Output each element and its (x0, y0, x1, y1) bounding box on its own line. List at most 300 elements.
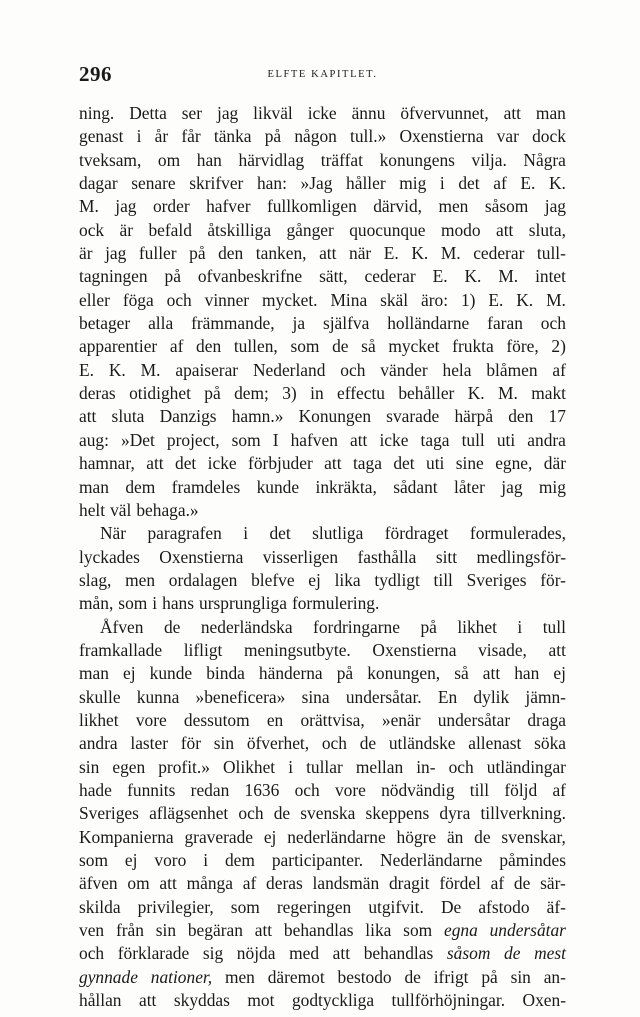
word: sär- (540, 873, 566, 894)
page-number: 296 (79, 62, 112, 86)
word: att (319, 243, 337, 264)
word: ej (263, 826, 277, 847)
word: binda (206, 663, 245, 684)
word: vinner (204, 289, 250, 310)
word: som (230, 896, 260, 917)
word: många (186, 873, 233, 894)
word: hafven (290, 429, 338, 450)
word: utländingar (486, 756, 566, 777)
word: man (79, 663, 109, 684)
word: voro (154, 850, 187, 870)
word: mot (247, 990, 275, 1011)
word: påmindes (499, 850, 566, 870)
word: makt (531, 383, 566, 404)
word: i (439, 173, 445, 194)
word: om (157, 149, 181, 170)
word: deras (266, 873, 303, 894)
word: ursprungliga (199, 593, 287, 614)
word: den (196, 336, 222, 357)
word: dem (125, 476, 156, 497)
word: att (138, 990, 157, 1011)
word: på (264, 126, 282, 147)
word: Åfven (100, 616, 144, 637)
word: skulle (79, 686, 121, 707)
page-header (79, 62, 566, 90)
word: egne, (495, 453, 533, 474)
word: faran (487, 313, 523, 334)
word: i (152, 593, 158, 614)
word: hade (79, 779, 112, 800)
word: behandlas (363, 943, 434, 964)
word: likväl (253, 103, 293, 123)
word: dyra (439, 803, 471, 824)
word: var (496, 126, 519, 147)
word: i (136, 126, 142, 147)
word: andra (79, 733, 118, 754)
word: där (543, 453, 566, 474)
word: apaiserar (175, 359, 239, 380)
word: jag (115, 196, 137, 217)
word: Oxenstierna (372, 639, 457, 660)
word: han (196, 149, 222, 170)
word: M. (546, 289, 566, 310)
word: ning. (79, 103, 115, 123)
word: dem (224, 850, 255, 870)
word: kunna (136, 686, 180, 707)
word: fullkomligen (266, 196, 357, 217)
word: modo (440, 219, 481, 240)
word: begäran (187, 920, 243, 941)
word: ofvanbeskrifne (197, 266, 303, 287)
word: framdeles (171, 476, 241, 497)
word: ock (79, 219, 105, 240)
word: när (349, 243, 372, 264)
word: Oxenstierna (399, 126, 484, 147)
word: tagningen (79, 266, 148, 287)
word: söka (534, 733, 566, 754)
word: de (163, 616, 181, 637)
word: högre (396, 826, 437, 847)
word: taga (352, 453, 382, 474)
word: som (79, 850, 108, 870)
word: orättvisa, (300, 709, 365, 730)
word: in (310, 383, 324, 404)
word: egna (443, 920, 478, 941)
word: och (166, 289, 192, 310)
word: behåller (398, 383, 455, 404)
text-line (79, 942, 566, 965)
word: en (266, 709, 284, 730)
text-line (79, 219, 566, 242)
word: tullen, (233, 336, 278, 357)
word: Oxenstierna (159, 546, 244, 567)
text-line (79, 429, 566, 452)
word: mycket (388, 336, 440, 357)
word: När (100, 523, 127, 544)
text-line (79, 896, 566, 919)
word: till (433, 569, 453, 590)
word: äf- (546, 896, 566, 917)
word: blåmen (486, 359, 538, 380)
word: och (540, 313, 566, 334)
word: härpå (454, 406, 494, 427)
word: 1) (460, 289, 476, 310)
word: allenast (468, 733, 522, 754)
word: hafver (206, 196, 251, 217)
word: af (552, 359, 566, 380)
word: senare (131, 173, 176, 194)
word: att (503, 103, 521, 123)
word: de (513, 873, 531, 894)
word: vore (135, 709, 167, 730)
text-line (79, 569, 566, 592)
body-text (79, 102, 566, 1012)
word: cederar (364, 266, 416, 287)
word: lika (334, 569, 361, 590)
word: behandlas (283, 920, 354, 941)
word: jämn- (525, 686, 566, 707)
word: Konungen (298, 406, 372, 427)
word: godtyckliga (291, 990, 375, 1011)
word: M. (79, 196, 99, 217)
word: de (504, 943, 521, 964)
word: till (469, 779, 490, 800)
word: inkräkta, (315, 476, 377, 497)
word: på (481, 966, 498, 987)
word: tanken, (255, 243, 307, 264)
word: svenska (300, 803, 356, 824)
word: ordalagen (168, 569, 238, 590)
word: sin (510, 966, 531, 987)
text-line (79, 499, 566, 522)
word: framkallade (79, 639, 163, 660)
word: han (514, 663, 540, 684)
word: blefve (251, 569, 295, 590)
word: dagar (79, 173, 118, 194)
word: själfva (322, 313, 370, 334)
word: intet (535, 266, 566, 287)
word: i (203, 850, 209, 870)
word: bestodo (337, 966, 392, 987)
word: »Jag (300, 173, 333, 194)
word: hamn.» (231, 406, 284, 427)
word: är (119, 219, 134, 240)
word: mig (399, 173, 427, 194)
text-line (79, 265, 566, 288)
word: K. (467, 383, 485, 404)
word: äro: (421, 289, 449, 310)
word: förklarade (117, 943, 190, 964)
word: och (294, 779, 320, 800)
word: de (404, 966, 421, 987)
word: eller (79, 289, 110, 310)
word: »Det (121, 429, 155, 450)
word: af (242, 873, 257, 894)
word: funnits (127, 779, 176, 800)
word: 17 (548, 406, 566, 427)
word: gynnade (79, 966, 138, 987)
word: konungen, (367, 663, 441, 684)
word: apparentier (79, 336, 158, 357)
word: som (231, 429, 261, 450)
word: kunde (256, 476, 300, 497)
word: låter (454, 476, 485, 497)
word: cederar (473, 243, 525, 264)
word: tänka (213, 126, 252, 147)
word: ej (123, 663, 136, 684)
word: af (493, 173, 507, 194)
text-line (79, 826, 566, 849)
word: att (254, 920, 273, 941)
word: sig (202, 943, 224, 964)
word: andra (527, 429, 566, 450)
word: sin (213, 733, 235, 754)
word: tull- (536, 243, 566, 264)
word: dessutom (183, 709, 250, 730)
word: fördraget (384, 523, 449, 544)
word: svarade (386, 406, 440, 427)
word: som (118, 593, 148, 614)
word: sluta (111, 406, 145, 427)
word: icke (207, 453, 237, 474)
word: det (458, 173, 480, 194)
word: uti (496, 429, 516, 450)
word: sådant (393, 476, 438, 497)
word: skilda (79, 896, 121, 917)
word: förbjuder (248, 453, 313, 474)
word: Sveriges (79, 803, 139, 824)
word: de (474, 826, 491, 847)
word: Olikhet (222, 756, 276, 777)
word: före, (506, 336, 539, 357)
word: slutliga (312, 523, 364, 544)
word: tveksam, (79, 149, 142, 170)
word: af (552, 779, 566, 800)
word: jag (501, 476, 523, 497)
word: effectu (337, 383, 385, 404)
word: jag (216, 103, 239, 123)
text-line (79, 966, 566, 989)
word: på (164, 266, 181, 287)
word: Några (523, 149, 566, 170)
word: mest (534, 943, 566, 964)
word: fuller (138, 243, 177, 264)
word: tydligt (374, 569, 420, 590)
word: öfverhet, (246, 733, 310, 754)
word: att (324, 453, 342, 474)
word: K. (516, 289, 534, 310)
word: laster (130, 733, 169, 754)
word: utgifvit. (368, 896, 424, 917)
word: alla (148, 313, 174, 334)
text-line (79, 709, 566, 732)
word: man (79, 476, 109, 497)
word: holländarne (387, 313, 470, 334)
word: undersåtar (437, 709, 511, 730)
word: får (181, 126, 201, 147)
word: ej (124, 850, 138, 870)
word: dragit (388, 873, 430, 894)
word: men (438, 196, 469, 217)
word: K. (108, 359, 126, 380)
word: egen (112, 756, 146, 777)
word: svenskar, (501, 826, 566, 847)
word: uti (426, 453, 445, 474)
word: härvidlag (238, 149, 305, 170)
word: sina (301, 686, 330, 707)
word: ej (553, 663, 566, 684)
word: E. (432, 266, 448, 287)
word: i (517, 616, 523, 637)
word: att (548, 639, 566, 660)
word: Oxen- (522, 990, 566, 1011)
word: deras (79, 383, 116, 404)
word: likhet (457, 616, 497, 637)
word: den (218, 243, 244, 264)
word: privilegier, (137, 896, 214, 917)
word: träffat (320, 149, 363, 170)
word: Sveriges (466, 569, 527, 590)
word: Danzigs (159, 406, 217, 427)
word: sin (155, 920, 177, 941)
word: mån, (79, 593, 114, 614)
word: K. (464, 266, 482, 287)
word: på (189, 243, 206, 264)
word: likhet (79, 709, 119, 730)
text-line (79, 382, 566, 405)
text-line (79, 732, 566, 755)
word: visserligen (262, 546, 339, 567)
word: sin (79, 756, 100, 777)
word: det (393, 453, 415, 474)
word: 1636 (244, 779, 280, 800)
word: det (175, 453, 197, 474)
word: lyckades (79, 546, 140, 567)
word: nederländska (200, 616, 293, 637)
word: att (146, 453, 164, 474)
word: håller (346, 173, 386, 194)
word: väl (110, 499, 132, 520)
word: han: (256, 173, 287, 194)
word: redan (190, 779, 230, 800)
text-line (79, 546, 566, 569)
word: skäl (380, 289, 409, 310)
running-title: ELFTE KAPITLET. (267, 69, 378, 80)
text-line (79, 919, 566, 942)
word: hans (162, 593, 195, 614)
word: Detta (129, 103, 167, 123)
word: skeppens (365, 803, 430, 824)
word: hamnar, (79, 453, 135, 474)
word: tull (461, 429, 485, 450)
word: 3) (282, 383, 297, 404)
word: mycket. (262, 289, 318, 310)
text-line (79, 639, 566, 662)
word: sitt (435, 546, 458, 567)
word: än (446, 826, 464, 847)
word: de (359, 733, 377, 754)
word: vilja. (471, 149, 507, 170)
word: jag (544, 196, 566, 217)
text-line (79, 849, 566, 872)
word: Nederländarne (380, 850, 483, 870)
word: sluta, (528, 219, 566, 240)
word: konungens (379, 149, 455, 170)
word: vore (334, 779, 366, 800)
word: afstodo (478, 896, 530, 917)
word: år (154, 126, 169, 147)
word: 2) (551, 336, 566, 357)
word: dylik (473, 686, 510, 707)
word: regeringen (276, 896, 352, 917)
text-line (79, 616, 566, 639)
text-line (79, 172, 566, 195)
word: öfvervunnet, (400, 103, 489, 123)
word: Nederland (252, 359, 326, 380)
word: man (535, 103, 566, 123)
text-line (79, 872, 566, 895)
word: mig (538, 476, 566, 497)
word: de (273, 803, 291, 824)
word: draga (527, 709, 566, 730)
word: E. (79, 359, 94, 380)
word: medlingsför- (476, 546, 566, 567)
text-line (79, 989, 566, 1012)
text-line (79, 686, 566, 709)
word: att (159, 873, 177, 894)
word: att (495, 219, 514, 240)
word: de (332, 336, 349, 357)
word: med (289, 943, 320, 964)
word: men (224, 966, 255, 987)
word: in- (416, 756, 436, 777)
word: K. (548, 173, 566, 194)
word: den (508, 406, 534, 427)
word: och (321, 733, 347, 754)
text-line (79, 102, 566, 125)
word: ifrigt (433, 966, 469, 987)
word: tillverkning. (480, 803, 566, 824)
word: i (243, 523, 249, 544)
word: formulerades, (469, 523, 566, 544)
word: Mina (330, 289, 368, 310)
word: quocunque (349, 219, 426, 240)
word: betager (79, 313, 131, 334)
word: för (180, 733, 202, 754)
word: att (332, 943, 351, 964)
word: E. (488, 289, 504, 310)
text-line (79, 756, 566, 779)
word: otidighet (129, 383, 191, 404)
word: såsom (484, 196, 529, 217)
word: I (272, 429, 279, 450)
word: »enär (381, 709, 421, 730)
word: an- (543, 966, 566, 987)
word: för- (540, 569, 566, 590)
word: händerna (258, 663, 323, 684)
word: ser (181, 103, 203, 123)
word: hela (442, 359, 472, 380)
text-line (79, 195, 566, 218)
word: sätt, (319, 266, 348, 287)
word: graverade (184, 826, 254, 847)
word: landsmän (312, 873, 380, 894)
word: åtskilliga (207, 219, 272, 240)
word: någon (294, 126, 337, 147)
text-line (79, 405, 566, 428)
word: K. (411, 243, 429, 264)
word: formulering. (291, 593, 380, 614)
